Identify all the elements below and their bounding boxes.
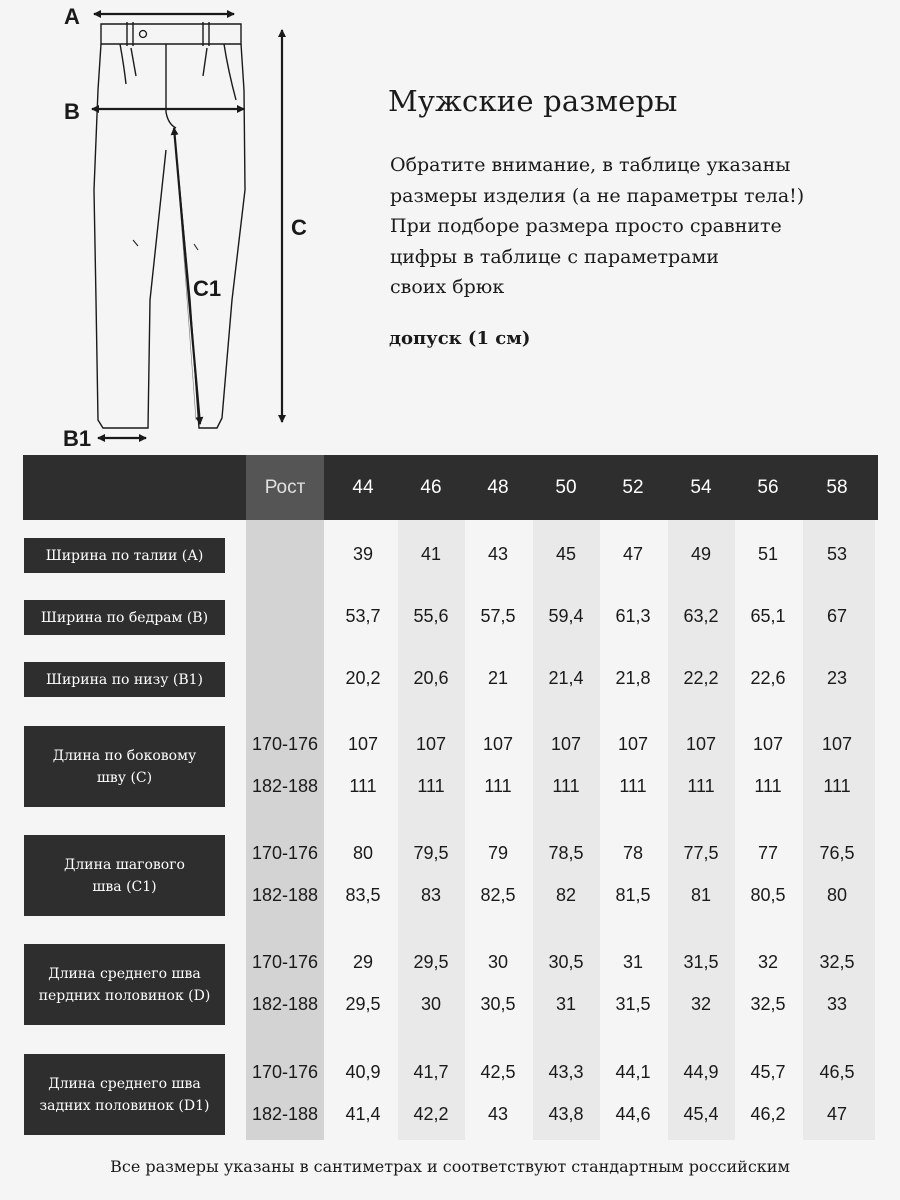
row-label bbox=[24, 944, 225, 1025]
table-cell: 111 bbox=[552, 776, 580, 796]
table-cell: 53,7 bbox=[345, 606, 381, 626]
table-cell: 51 bbox=[757, 544, 779, 564]
table-cell: 107 bbox=[415, 734, 447, 754]
description-line: своих брюк bbox=[390, 276, 505, 298]
table-cell: 111 bbox=[349, 776, 377, 796]
size-header: 56 bbox=[757, 476, 779, 498]
table-cell: 43 bbox=[487, 544, 509, 564]
table-cell: 44,1 bbox=[615, 1062, 651, 1082]
row-label bbox=[24, 726, 225, 807]
row-label-line: Длина среднего шва bbox=[48, 1075, 201, 1092]
rost-header: Рост bbox=[264, 476, 306, 498]
table-cell: 80,5 bbox=[750, 885, 786, 905]
table-cell: 20,6 bbox=[413, 668, 449, 688]
table-cell: 40,9 bbox=[345, 1062, 381, 1082]
table-cell: 59,4 bbox=[548, 606, 584, 626]
trousers-diagram bbox=[0, 0, 360, 450]
tolerance-note: допуск (1 см) bbox=[389, 328, 531, 349]
table-cell: 82,5 bbox=[480, 885, 516, 905]
table-cell: 22,2 bbox=[683, 668, 719, 688]
table-cell: 79 bbox=[487, 843, 509, 863]
height-range: 182-188 bbox=[251, 994, 319, 1014]
table-cell: 46,2 bbox=[750, 1104, 786, 1124]
table-cell: 30,5 bbox=[548, 952, 584, 972]
page-title: Мужские размеры bbox=[388, 84, 678, 118]
label-c: C bbox=[291, 215, 307, 240]
table-cell: 111 bbox=[417, 776, 445, 796]
description-line: Обратите внимание, в таблице указаны bbox=[390, 154, 791, 176]
row-label: Ширина по низу (В1) bbox=[24, 662, 225, 697]
table-cell: 111 bbox=[484, 776, 512, 796]
trousers-outline bbox=[94, 22, 245, 428]
table-cell: 111 bbox=[823, 776, 851, 796]
table-cell: 32,5 bbox=[819, 952, 855, 972]
table-cell: 107 bbox=[482, 734, 514, 754]
row-label-line: задних половинок (D1) bbox=[39, 1097, 210, 1114]
size-header: 50 bbox=[555, 476, 577, 498]
row-label bbox=[24, 835, 225, 916]
table-cell: 44,6 bbox=[615, 1104, 651, 1124]
table-cell: 42,2 bbox=[413, 1104, 449, 1124]
table-cell: 81,5 bbox=[615, 885, 651, 905]
table-cell: 83,5 bbox=[345, 885, 381, 905]
table-cell: 29,5 bbox=[345, 994, 381, 1014]
row-label-line: Длина шагового bbox=[64, 856, 185, 873]
table-cell: 111 bbox=[754, 776, 782, 796]
table-cell: 76,5 bbox=[819, 843, 855, 863]
table-cell: 49 bbox=[690, 544, 712, 564]
table-cell: 33 bbox=[826, 994, 848, 1014]
table-cell: 45,7 bbox=[750, 1062, 786, 1082]
table-cell: 21,4 bbox=[548, 668, 584, 688]
table-cell: 65,1 bbox=[750, 606, 786, 626]
description-line: размеры изделия (а не параметры тела!) bbox=[390, 184, 805, 207]
table-cell: 32 bbox=[690, 994, 712, 1014]
table-cell: 22,6 bbox=[750, 668, 786, 688]
table-cell: 41,7 bbox=[413, 1062, 449, 1082]
table-cell: 111 bbox=[687, 776, 715, 796]
label-b: B bbox=[64, 99, 80, 124]
table-cell: 32 bbox=[757, 952, 779, 972]
label-c1: C1 bbox=[193, 276, 222, 301]
table-cell: 29,5 bbox=[413, 952, 449, 972]
table-cell: 46,5 bbox=[819, 1062, 855, 1082]
table-cell: 63,2 bbox=[683, 606, 719, 626]
description-line: При подборе размера просто сравните bbox=[390, 215, 782, 237]
table-cell: 42,5 bbox=[480, 1062, 516, 1082]
label-a: A bbox=[64, 4, 80, 29]
table-cell: 41 bbox=[420, 544, 442, 564]
table-cell: 45,4 bbox=[683, 1104, 719, 1124]
table-cell: 43,3 bbox=[548, 1062, 584, 1082]
table-cell: 20,2 bbox=[345, 668, 381, 688]
height-range: 182-188 bbox=[251, 885, 319, 905]
table-cell: 82 bbox=[555, 885, 577, 905]
table-cell: 41,4 bbox=[345, 1104, 381, 1124]
size-header: 48 bbox=[487, 476, 509, 498]
table-cell: 81 bbox=[690, 885, 712, 905]
table-cell: 47 bbox=[622, 544, 644, 564]
table-cell: 107 bbox=[617, 734, 649, 754]
rost-column-bg bbox=[246, 455, 324, 1140]
table-cell: 31 bbox=[622, 952, 644, 972]
table-cell: 30 bbox=[420, 994, 442, 1014]
table-cell: 31,5 bbox=[683, 952, 719, 972]
table-cell: 111 bbox=[619, 776, 647, 796]
row-label-line: Длина по боковому bbox=[52, 747, 197, 764]
row-label: Ширина по талии (А) bbox=[24, 538, 225, 573]
table-cell: 67 bbox=[826, 606, 848, 626]
table-cell: 31,5 bbox=[615, 994, 651, 1014]
table-cell: 32,5 bbox=[750, 994, 786, 1014]
table-cell: 78,5 bbox=[548, 843, 584, 863]
table-cell: 21 bbox=[487, 668, 509, 688]
table-cell: 77 bbox=[757, 843, 779, 863]
table-cell: 44,9 bbox=[683, 1062, 719, 1082]
table-cell: 107 bbox=[821, 734, 853, 754]
height-range: 170-176 bbox=[251, 843, 319, 863]
table-cell: 53 bbox=[826, 544, 848, 564]
table-cell: 30 bbox=[487, 952, 509, 972]
table-cell: 77,5 bbox=[683, 843, 719, 863]
size-header: 52 bbox=[622, 476, 644, 498]
row-label-line: шва (С1) bbox=[92, 878, 157, 895]
table-cell: 30,5 bbox=[480, 994, 516, 1014]
table-cell: 23 bbox=[826, 668, 848, 688]
measurement-arrows bbox=[92, 14, 282, 438]
table-cell: 43,8 bbox=[548, 1104, 584, 1124]
table-cell: 107 bbox=[685, 734, 717, 754]
row-label: Ширина по бедрам (В) bbox=[24, 600, 225, 635]
button-icon bbox=[140, 31, 147, 38]
table-cell: 57,5 bbox=[480, 606, 516, 626]
table-cell: 83 bbox=[420, 885, 442, 905]
table-cell: 31 bbox=[555, 994, 577, 1014]
height-range: 182-188 bbox=[251, 776, 319, 796]
table-cell: 29 bbox=[352, 952, 374, 972]
description bbox=[390, 150, 850, 303]
height-range: 170-176 bbox=[251, 952, 319, 972]
table-cell: 80 bbox=[826, 885, 848, 905]
row-label-line: шву (С) bbox=[96, 769, 153, 786]
row-label-line: Длина среднего шва bbox=[48, 965, 201, 982]
size-header: 46 bbox=[420, 476, 442, 498]
table-cell: 107 bbox=[347, 734, 379, 754]
table-cell: 107 bbox=[752, 734, 784, 754]
table-cell: 43 bbox=[487, 1104, 509, 1124]
table-cell: 61,3 bbox=[615, 606, 651, 626]
table-cell: 45 bbox=[555, 544, 577, 564]
height-range: 170-176 bbox=[251, 1062, 319, 1082]
height-range: 182-188 bbox=[251, 1104, 319, 1124]
size-header: 58 bbox=[826, 476, 848, 498]
table-cell: 21,8 bbox=[615, 668, 651, 688]
table-cell: 107 bbox=[550, 734, 582, 754]
table-cell: 55,6 bbox=[413, 606, 449, 626]
size-header: 44 bbox=[352, 476, 374, 498]
table-cell: 47 bbox=[826, 1104, 848, 1124]
footer-note: Все размеры указаны в сантиметрах и соответствуют стандартным российским bbox=[110, 1157, 790, 1176]
description-line: цифры в таблице с параметрами bbox=[390, 245, 719, 268]
height-range: 170-176 bbox=[251, 734, 319, 754]
label-b1: B1 bbox=[63, 426, 92, 450]
row-label bbox=[24, 1054, 225, 1135]
table-cell: 79,5 bbox=[413, 843, 449, 863]
row-label-line: пердних половинок (D) bbox=[38, 987, 211, 1004]
table-cell: 80 bbox=[352, 843, 374, 863]
size-header: 54 bbox=[690, 476, 712, 498]
table-cell: 78 bbox=[622, 843, 644, 863]
table-cell: 39 bbox=[352, 544, 374, 564]
